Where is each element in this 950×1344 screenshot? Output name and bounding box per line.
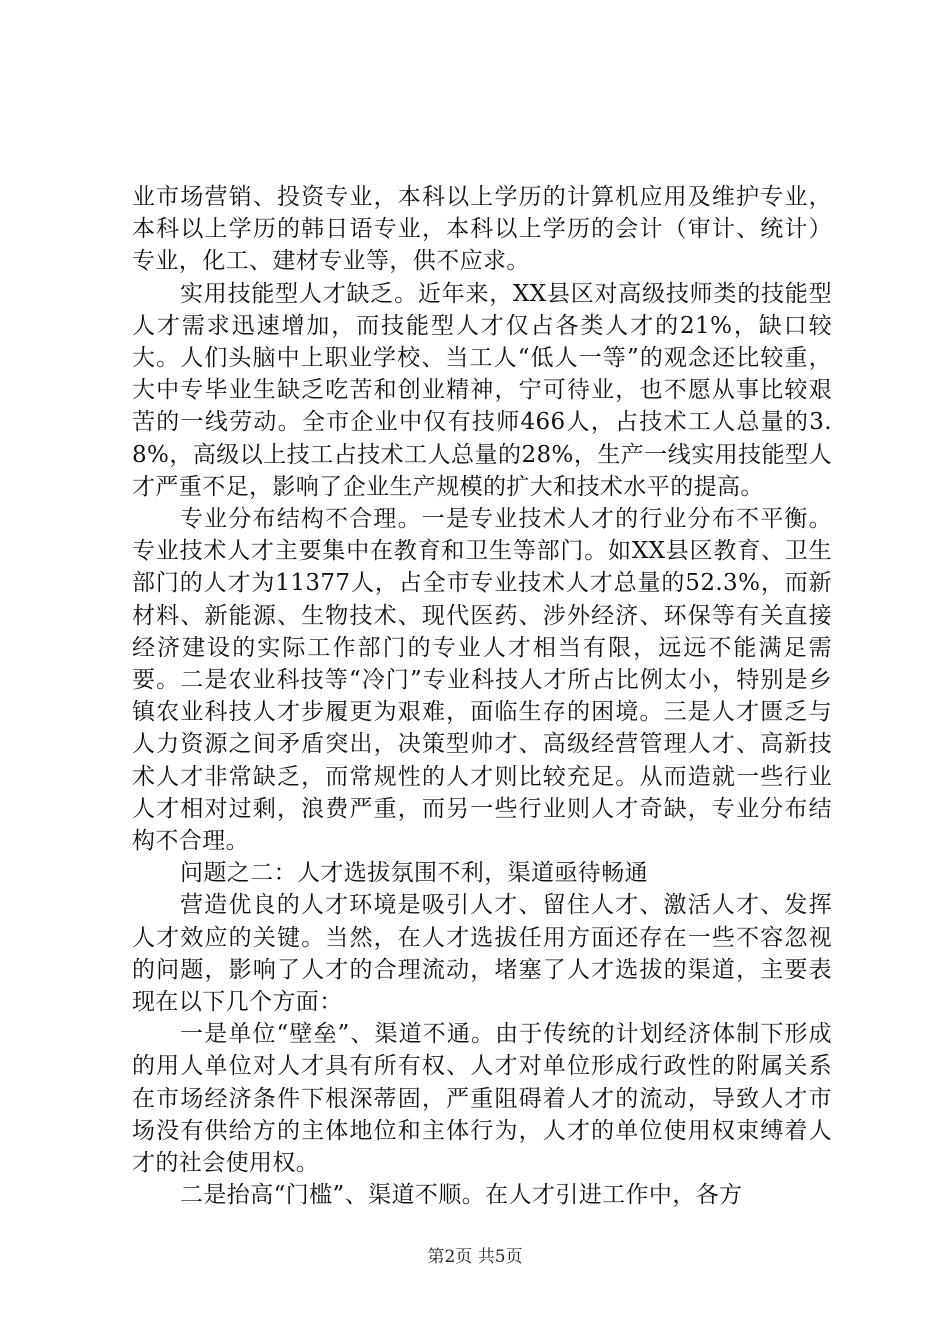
paragraph-2: 实用技能型人才缺乏。近年来，XX县区对高级技师类的技能型人才需求迅速增加，而技能型人才仅占各类人才的21%，缺口较大。人们头脑中上职业学校、当工人“低人一等”的观念还比较重，大中专毕业生缺乏吃苦和创业精神，宁可待业，也不愿从事比较艰苦的一线劳动。全市企业中仅有技师466人，占技术工人总量的3.8%，高级以上技工占技术工人总量的28%，生产一线实用技能型人才严重不足，影响了企业生产规模的扩大和技术水平的提高。 [132, 280, 832, 500]
paragraph-3: 专业分布结构不合理。一是专业技术人才的行业分布不平衡。专业技术人才主要集中在教育和卫生等部门。如XX县区教育、卫生部门的人才为11377人，占全市专业技术人才总量的52.3%，而新材料、新能源、生物技术、现代医药、涉外经济、环保等有关直接经济建设的实际工作部门的专业人才相当有限，远远不能满足需要。二是农业科技等“冷门”专业科技人才所占比例太小，特别是乡镇农业科技人才步履更为艰难，面临生存的困境。三是人才匮乏与人力资源之间矛盾突出，决策型帅才、高级经营管理人才、高新技术人才非常缺乏，而常规性的人才则比较充足。从而造就一些行业人才相对过剩，浪费严重，而另一些行业则人才奇缺，专业分布结构不合理。 [132, 506, 832, 855]
paragraph-6: 一是单位“壁垒”、渠道不通。由于传统的计划经济体制下形成的用人单位对人才具有所有权、人才对单位形成行政性的附属关系在市场经济条件下根深蒂固，严重阻碍着人才的流动，导致人才市场没有供给方的主体地位和主体行为，人才的单位使用权束缚着人才的社会使用权。 [132, 1021, 832, 1177]
paragraph-1: 业市场营销、投资专业，本科以上学历的计算机应用及维护专业，本科以上学历的韩日语专业，本科以上学历的会计（审计、统计）专业，化工、建材专业等，供不应求。 [132, 184, 832, 275]
section-heading: 问题之二：人才选拔氛围不利，渠道亟待畅通 [180, 860, 648, 887]
page-number-footer: 第2页 共5页 [427, 1247, 523, 1267]
body-text [132, 181, 832, 1212]
paragraph-7: 二是抬高“门槛”、渠道不顺。在人才引进工作中，各方 [180, 1182, 743, 1209]
paragraph-5: 营造优良的人才环境是吸引人才、留住人才、激活人才、发挥人才效应的关键。当然，在人才选拔任用方面还存在一些不容忽视的问题，影响了人才的合理流动，堵塞了人才选拔的渠道，主要表现在以下几个方面： [132, 892, 832, 1016]
